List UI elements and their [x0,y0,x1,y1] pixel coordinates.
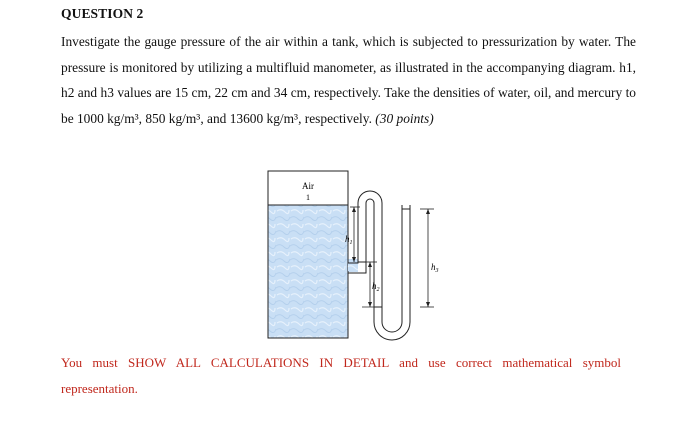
tube-water-fill [348,259,358,272]
question-points: (30 points) [375,110,434,126]
h2-label: $h_2$ [372,281,380,293]
instruction-note: You must SHOW ALL CALCULATIONS IN DETAIL and use correct mathematical symbol representation. [61,355,621,396]
question-text: Investigate the gauge pressure of the air within a tank, which is subjected to pressurization by water. The pressure is monitored by utilizing a multifluid manometer, as illustrated in the accompanying diagram. h1, h2 and h3 values are 15 cm, 22 cm and 34 cm, respectively. Take the densities of water, oil, and mercury to be 1000 kg/m³, 850 kg/m³, and 13600 kg/m³, respectively. [61,34,636,126]
tank [268,171,348,338]
air-label: Air [302,181,314,191]
water-region [268,205,348,338]
question-heading: QUESTION 2 [61,6,144,21]
h1-label: $h_1$ [345,234,353,246]
air-index: 1 [306,193,310,202]
manometer-diagram [262,165,452,345]
h3-label: $h_3$ [431,262,439,274]
h3-dimension [420,209,434,307]
question-body [61,29,636,131]
